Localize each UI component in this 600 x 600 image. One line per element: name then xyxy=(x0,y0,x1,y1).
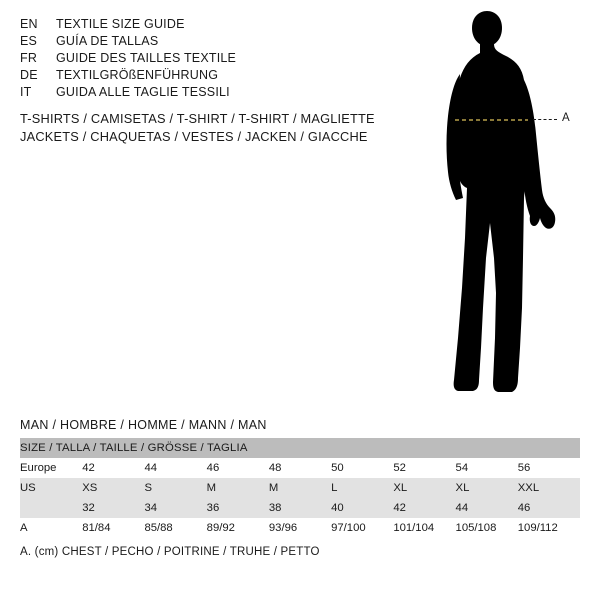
table-cell: XL xyxy=(393,478,455,498)
table-cell: 48 xyxy=(269,458,331,478)
table-cell: M xyxy=(207,478,269,498)
male-silhouette-icon xyxy=(400,8,600,408)
table-row xyxy=(20,498,580,518)
language-row xyxy=(20,84,360,101)
measure-leader-line xyxy=(533,119,557,120)
garment-line-tshirts: T-SHIRTS / CAMISETAS / T-SHIRT / T-SHIRT / MAGLIETTE xyxy=(20,111,375,126)
body-figure xyxy=(400,8,600,408)
table-cell: 101/104 xyxy=(393,518,455,538)
language-text: GUIDE DES TAILLES TEXTILE xyxy=(56,51,237,65)
table-cell: 105/108 xyxy=(456,518,518,538)
garment-type-list xyxy=(20,110,420,146)
table-cell: 56 xyxy=(518,458,580,478)
language-text: TEXTILGRÖßENFÜHRUNG xyxy=(56,68,219,82)
language-row xyxy=(20,50,360,67)
table-header-row xyxy=(20,438,580,458)
table-cell: XS xyxy=(82,478,144,498)
table-cell: 85/88 xyxy=(144,518,206,538)
table-cell: 54 xyxy=(456,458,518,478)
table-row xyxy=(20,458,580,478)
language-row xyxy=(20,16,360,33)
table-header-label: SIZE / TALLA / TAILLE / GRÖSSE / TAGLIA xyxy=(20,438,580,458)
row-label: A xyxy=(20,518,82,538)
language-text: GUIDA ALLE TAGLIE TESSILI xyxy=(56,85,230,99)
language-code: DE xyxy=(20,68,38,82)
language-code: IT xyxy=(20,85,32,99)
table-row xyxy=(20,478,580,498)
table-cell: 38 xyxy=(269,498,331,518)
language-row xyxy=(20,67,360,84)
language-code: EN xyxy=(20,17,38,31)
table-cell: 46 xyxy=(518,498,580,518)
table-cell: 36 xyxy=(207,498,269,518)
table-cell: 34 xyxy=(144,498,206,518)
table-cell: S xyxy=(144,478,206,498)
table-cell: 44 xyxy=(456,498,518,518)
table-cell: 42 xyxy=(393,498,455,518)
table-cell: XXL xyxy=(518,478,580,498)
size-table-area xyxy=(20,418,580,538)
table-cell: 50 xyxy=(331,458,393,478)
table-cell: 46 xyxy=(207,458,269,478)
language-row xyxy=(20,33,360,50)
row-label xyxy=(20,498,82,518)
table-cell: 109/112 xyxy=(518,518,580,538)
language-code: FR xyxy=(20,51,38,65)
table-row xyxy=(20,518,580,538)
garment-line-jackets: JACKETS / CHAQUETAS / VESTES / JACKEN / GIACCHE xyxy=(20,129,368,144)
footnote: A. (cm) CHEST / PECHO / POITRINE / TRUHE / PETTO xyxy=(20,546,320,558)
language-text: TEXTILE SIZE GUIDE xyxy=(56,17,185,31)
language-text: GUÍA DE TALLAS xyxy=(56,34,159,48)
table-cell: 40 xyxy=(331,498,393,518)
table-cell: 97/100 xyxy=(331,518,393,538)
table-cell: 32 xyxy=(82,498,144,518)
table-cell: 52 xyxy=(393,458,455,478)
table-cell: 42 xyxy=(82,458,144,478)
language-list xyxy=(20,16,360,101)
row-label: US xyxy=(20,478,82,498)
table-cell: 81/84 xyxy=(82,518,144,538)
table-cell: 93/96 xyxy=(269,518,331,538)
table-cell: 44 xyxy=(144,458,206,478)
size-table xyxy=(20,438,580,538)
table-cell: M xyxy=(269,478,331,498)
table-cell: L xyxy=(331,478,393,498)
measure-label-a: A xyxy=(562,112,571,124)
table-section-title: MAN / HOMBRE / HOMME / MANN / MAN xyxy=(20,418,267,432)
language-code: ES xyxy=(20,34,38,48)
table-cell: 89/92 xyxy=(207,518,269,538)
row-label: Europe xyxy=(20,458,82,478)
table-cell: XL xyxy=(456,478,518,498)
